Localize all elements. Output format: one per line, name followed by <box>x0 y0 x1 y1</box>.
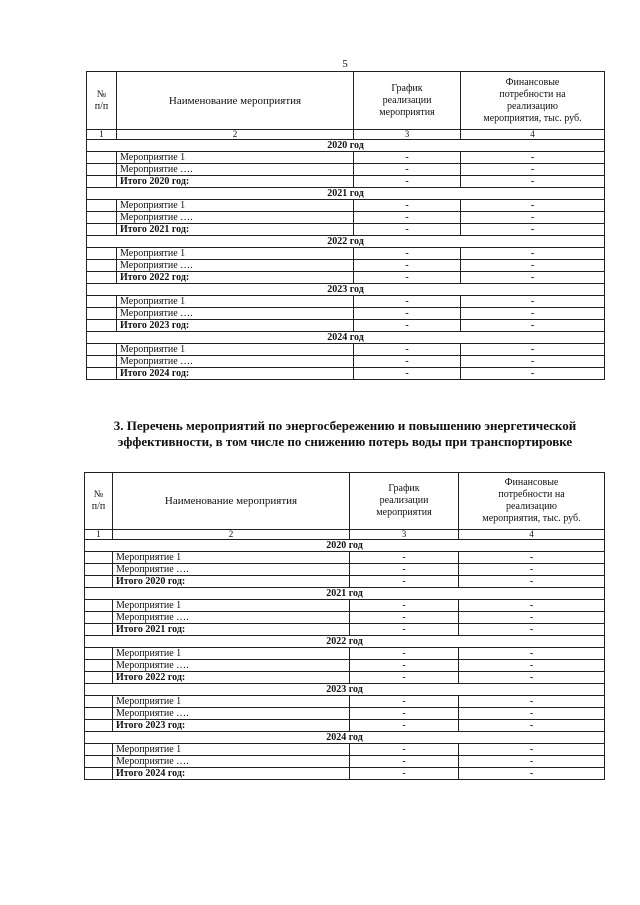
section-3-title: 3. Перечень мероприятий по энергосбережению и повышению энергетической эффективности, в том числе по снижению потерь воды при транспортировке <box>113 418 577 449</box>
row-number <box>87 260 117 272</box>
schedule-value: - <box>350 708 459 720</box>
schedule-value: - <box>354 212 461 224</box>
schedule-value: - <box>350 672 459 684</box>
row-number <box>85 576 113 588</box>
schedule-value: - <box>354 320 461 332</box>
table-row <box>87 308 605 320</box>
finance-value: - <box>459 708 605 720</box>
row-number <box>85 612 113 624</box>
table-row <box>87 260 605 272</box>
finance-value: - <box>461 308 605 320</box>
schedule-value: - <box>350 612 459 624</box>
table-row <box>85 756 605 768</box>
activity-name: Мероприятие 1 <box>113 552 350 564</box>
table-row <box>85 696 605 708</box>
total-row <box>85 624 605 636</box>
row-number <box>87 272 117 284</box>
activity-name: Мероприятие 1 <box>117 296 354 308</box>
year-label: 2020 год <box>85 540 605 552</box>
row-number <box>87 152 117 164</box>
table-row <box>87 344 605 356</box>
schedule-value: - <box>354 344 461 356</box>
column-index: 3 <box>350 530 459 540</box>
row-number <box>85 552 113 564</box>
schedule-value: - <box>350 696 459 708</box>
activity-name: Итого 2024 год: <box>113 768 350 780</box>
row-number <box>85 660 113 672</box>
header-finance: Финансовые потребности на реализацию мероприятия, тыс. руб. <box>459 473 605 530</box>
activity-name: Итого 2021 год: <box>117 224 354 236</box>
activity-name: Итого 2024 год: <box>117 368 354 380</box>
year-label: 2020 год <box>87 140 605 152</box>
total-row <box>87 224 605 236</box>
table-row <box>85 744 605 756</box>
total-row <box>87 272 605 284</box>
row-number <box>87 320 117 332</box>
schedule-value: - <box>354 164 461 176</box>
column-index-row <box>87 130 605 140</box>
row-number <box>85 744 113 756</box>
table-row <box>85 648 605 660</box>
schedule-value: - <box>350 660 459 672</box>
finance-value: - <box>459 624 605 636</box>
table-row <box>85 708 605 720</box>
table-header-row <box>87 72 605 130</box>
table-row <box>85 552 605 564</box>
schedule-value: - <box>350 744 459 756</box>
finance-value: - <box>459 612 605 624</box>
finance-value: - <box>461 176 605 188</box>
year-label: 2023 год <box>85 684 605 696</box>
finance-value: - <box>461 272 605 284</box>
schedule-value: - <box>350 624 459 636</box>
activity-name: Итого 2022 год: <box>113 672 350 684</box>
column-index: 2 <box>113 530 350 540</box>
activity-name: Мероприятие 1 <box>113 600 350 612</box>
row-number <box>87 212 117 224</box>
row-number <box>87 344 117 356</box>
activities-table-1 <box>86 71 605 380</box>
column-index: 3 <box>354 130 461 140</box>
activity-name: Мероприятие 1 <box>113 648 350 660</box>
row-number <box>87 368 117 380</box>
activity-name: Мероприятие 1 <box>117 200 354 212</box>
finance-value: - <box>461 344 605 356</box>
activity-name: Итого 2023 год: <box>117 320 354 332</box>
finance-value: - <box>459 672 605 684</box>
year-label: 2021 год <box>85 588 605 600</box>
row-number <box>85 696 113 708</box>
activity-name: Мероприятие …. <box>113 708 350 720</box>
table-row <box>85 612 605 624</box>
schedule-value: - <box>354 260 461 272</box>
finance-value: - <box>461 320 605 332</box>
column-index: 1 <box>85 530 113 540</box>
activity-name: Мероприятие …. <box>117 308 354 320</box>
schedule-value: - <box>354 152 461 164</box>
activity-name: Итого 2022 год: <box>117 272 354 284</box>
row-number <box>85 720 113 732</box>
finance-value: - <box>461 200 605 212</box>
finance-value: - <box>459 552 605 564</box>
year-row <box>87 284 605 296</box>
activity-name: Итого 2020 год: <box>113 576 350 588</box>
total-row <box>85 576 605 588</box>
row-number <box>87 308 117 320</box>
header-schedule: График реализации мероприятия <box>354 72 461 130</box>
year-row <box>85 588 605 600</box>
header-activity-name: Наименование мероприятия <box>117 72 354 130</box>
schedule-value: - <box>354 200 461 212</box>
year-label: 2022 год <box>87 236 605 248</box>
activity-name: Мероприятие …. <box>113 564 350 576</box>
row-number <box>87 176 117 188</box>
total-row <box>87 320 605 332</box>
year-label: 2023 год <box>87 284 605 296</box>
row-number <box>87 296 117 308</box>
activity-name: Итого 2021 год: <box>113 624 350 636</box>
finance-value: - <box>459 744 605 756</box>
schedule-value: - <box>354 176 461 188</box>
row-number <box>85 756 113 768</box>
activity-name: Итого 2023 год: <box>113 720 350 732</box>
activity-name: Мероприятие …. <box>113 612 350 624</box>
finance-value: - <box>459 660 605 672</box>
finance-value: - <box>459 768 605 780</box>
table-row <box>85 600 605 612</box>
table-row <box>87 296 605 308</box>
total-row <box>85 768 605 780</box>
header-number: № п/п <box>85 473 113 530</box>
activities-table-2 <box>84 472 605 780</box>
header-finance: Финансовые потребности на реализацию мероприятия, тыс. руб. <box>461 72 605 130</box>
activity-name: Мероприятие 1 <box>117 152 354 164</box>
row-number <box>85 624 113 636</box>
finance-value: - <box>459 756 605 768</box>
column-index: 2 <box>117 130 354 140</box>
schedule-value: - <box>350 600 459 612</box>
year-row <box>85 636 605 648</box>
finance-value: - <box>459 576 605 588</box>
activity-name: Мероприятие …. <box>117 356 354 368</box>
finance-value: - <box>459 720 605 732</box>
finance-value: - <box>461 356 605 368</box>
row-number <box>85 600 113 612</box>
column-index: 4 <box>461 130 605 140</box>
year-label: 2022 год <box>85 636 605 648</box>
finance-value: - <box>459 648 605 660</box>
row-number <box>87 248 117 260</box>
year-row <box>87 140 605 152</box>
year-row <box>85 540 605 552</box>
finance-value: - <box>461 368 605 380</box>
finance-value: - <box>459 696 605 708</box>
schedule-value: - <box>350 756 459 768</box>
schedule-value: - <box>350 720 459 732</box>
row-number <box>87 200 117 212</box>
column-index-row <box>85 530 605 540</box>
schedule-value: - <box>354 356 461 368</box>
finance-value: - <box>461 224 605 236</box>
finance-value: - <box>459 600 605 612</box>
activity-name: Мероприятие 1 <box>113 696 350 708</box>
finance-value: - <box>461 212 605 224</box>
year-row <box>85 684 605 696</box>
table-row <box>87 152 605 164</box>
table-row <box>87 164 605 176</box>
year-row <box>87 236 605 248</box>
row-number <box>87 356 117 368</box>
schedule-value: - <box>354 248 461 260</box>
header-number: № п/п <box>87 72 117 130</box>
total-row <box>87 176 605 188</box>
finance-value: - <box>461 248 605 260</box>
year-label: 2024 год <box>85 732 605 744</box>
year-label: 2021 год <box>87 188 605 200</box>
header-activity-name: Наименование мероприятия <box>113 473 350 530</box>
activity-name: Мероприятие 1 <box>117 344 354 356</box>
schedule-value: - <box>350 564 459 576</box>
table-row <box>87 248 605 260</box>
row-number <box>85 672 113 684</box>
schedule-value: - <box>354 224 461 236</box>
total-row <box>85 720 605 732</box>
activity-name: Мероприятие …. <box>117 212 354 224</box>
activity-name: Мероприятие …. <box>113 756 350 768</box>
schedule-value: - <box>354 296 461 308</box>
schedule-value: - <box>354 308 461 320</box>
activity-name: Итого 2020 год: <box>117 176 354 188</box>
schedule-value: - <box>350 648 459 660</box>
schedule-value: - <box>350 576 459 588</box>
row-number <box>87 224 117 236</box>
row-number <box>85 648 113 660</box>
column-index: 4 <box>459 530 605 540</box>
finance-value: - <box>461 164 605 176</box>
table-row <box>87 200 605 212</box>
total-row <box>87 368 605 380</box>
finance-value: - <box>461 152 605 164</box>
schedule-value: - <box>350 552 459 564</box>
activity-name: Мероприятие …. <box>113 660 350 672</box>
activity-name: Мероприятие …. <box>117 260 354 272</box>
table-row <box>85 660 605 672</box>
row-number <box>87 164 117 176</box>
table-row <box>87 212 605 224</box>
activity-name: Мероприятие …. <box>117 164 354 176</box>
schedule-value: - <box>354 368 461 380</box>
row-number <box>85 708 113 720</box>
column-index: 1 <box>87 130 117 140</box>
table-row <box>85 564 605 576</box>
row-number <box>85 768 113 780</box>
row-number <box>85 564 113 576</box>
total-row <box>85 672 605 684</box>
table-row <box>87 356 605 368</box>
year-row <box>87 332 605 344</box>
year-label: 2024 год <box>87 332 605 344</box>
year-row <box>87 188 605 200</box>
finance-value: - <box>461 260 605 272</box>
schedule-value: - <box>350 768 459 780</box>
finance-value: - <box>461 296 605 308</box>
schedule-value: - <box>354 272 461 284</box>
activity-name: Мероприятие 1 <box>113 744 350 756</box>
header-schedule: График реализации мероприятия <box>350 473 459 530</box>
page-number: 5 <box>342 58 348 70</box>
table-header-row <box>85 473 605 530</box>
activity-name: Мероприятие 1 <box>117 248 354 260</box>
finance-value: - <box>459 564 605 576</box>
year-row <box>85 732 605 744</box>
